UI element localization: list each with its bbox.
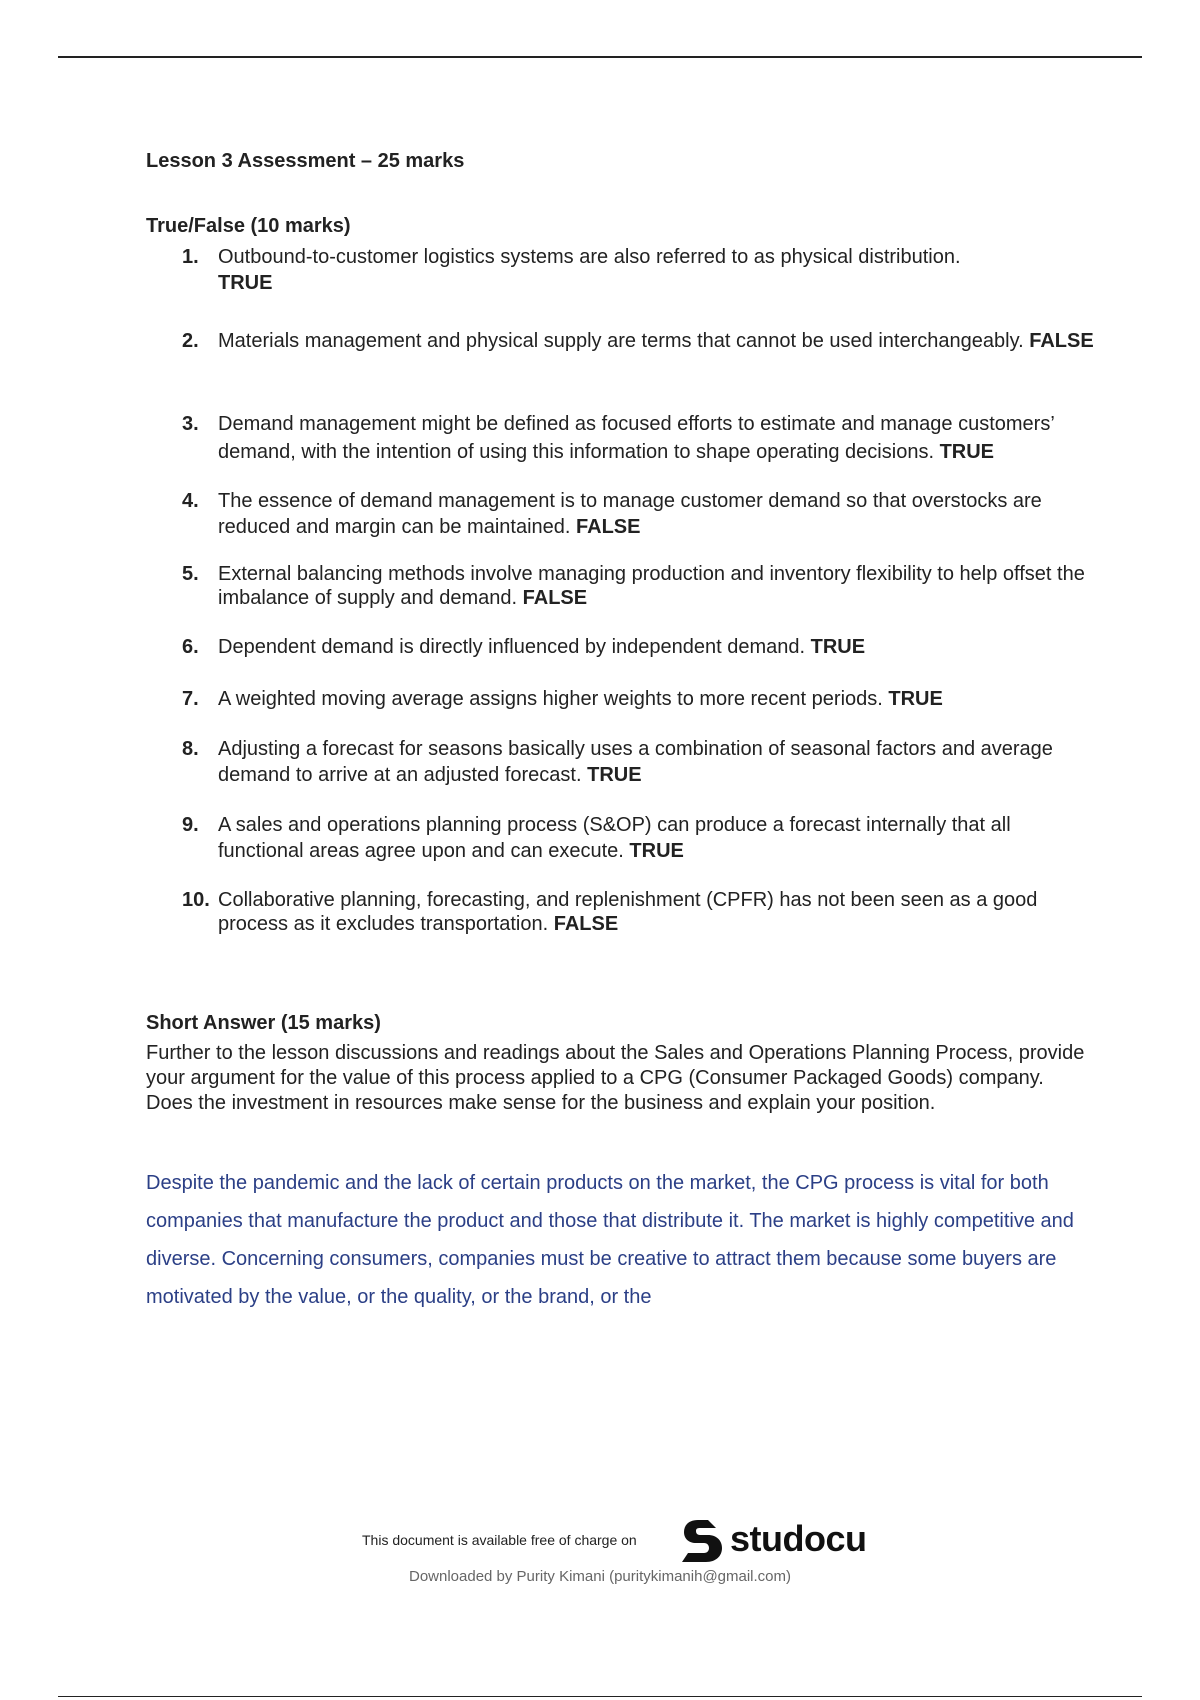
question-number: 5. (182, 563, 199, 585)
true-false-list (146, 244, 1096, 936)
studocu-logo-icon (678, 1516, 726, 1564)
question-number: 8. (182, 738, 199, 760)
short-answer-heading: Short Answer (15 marks) (146, 1012, 381, 1034)
true-false-heading: True/False (10 marks) (146, 215, 351, 237)
question-text: Materials management and physical supply are terms that cannot be used interchangeably. (218, 330, 1024, 352)
question-number: 2. (182, 330, 199, 352)
list-item (146, 488, 1096, 540)
list-item (146, 410, 1096, 466)
question-answer: FALSE (553, 913, 619, 935)
question-text: Adjusting a forecast for seasons basically uses a combination of seasonal factors and average demand to arrive at an adjusted forecast. (218, 738, 1053, 786)
question-number: 9. (182, 814, 199, 836)
question-text: The essence of demand management is to manage customer demand so that overstocks are reduced and margin can be maintained. (218, 490, 1042, 538)
question-text: Outbound-to-customer logistics systems are also referred to as physical distribution. (218, 246, 961, 268)
question-text: Collaborative planning, forecasting, and replenishment (CPFR) has not been seen as a good process as it excludes transportation. (218, 889, 1038, 935)
list-item (146, 686, 1096, 712)
downloaded-by-text: Downloaded by Purity Kimani (puritykimanih@gmail.com) (408, 1568, 792, 1585)
page-title: Lesson 3 Assessment – 25 marks (146, 150, 465, 172)
studocu-wordmark: studocu (730, 1518, 867, 1559)
question-text: Dependent demand is directly influenced by independent demand. (218, 636, 806, 658)
question-answer: TRUE (939, 441, 995, 463)
question-answer: TRUE (810, 636, 866, 658)
list-item (146, 736, 1096, 788)
question-number: 6. (182, 636, 199, 658)
question-number: 3. (182, 413, 199, 435)
question-answer: FALSE (576, 516, 641, 538)
list-item (146, 326, 1096, 356)
list-item (146, 812, 1096, 864)
list-item (146, 244, 1096, 296)
list-item (146, 888, 1096, 936)
short-answer-prompt: Further to the lesson discussions and readings about the Sales and Operations Planning Process, provide your argument for the value of this process applied to a CPG (Consumer Packaged Goods) company. Does the investment in resources make sense for the business and explain your position. (146, 1042, 1085, 1114)
question-answer: FALSE (522, 587, 588, 609)
question-text: External balancing methods involve managing production and inventory flexibility to help offset the imbalance of supply and demand. (218, 563, 1085, 609)
question-number: 1. (182, 246, 199, 268)
document-body (146, 150, 1096, 1316)
question-number: 7. (182, 688, 199, 710)
availability-text: This document is available free of charge on (362, 1532, 637, 1548)
question-answer: FALSE (1029, 330, 1094, 352)
list-item (146, 562, 1096, 610)
list-item (146, 634, 1096, 660)
question-text: A weighted moving average assigns higher weights to more recent periods. (218, 688, 883, 710)
top-rule (58, 56, 1142, 58)
question-answer: TRUE (218, 272, 273, 294)
question-text: A sales and operations planning process (S&OP) can produce a forecast internally that all functional areas agree upon and can execute. (218, 814, 1011, 862)
bottom-rule (58, 1696, 1142, 1697)
question-answer: TRUE (587, 764, 642, 786)
question-text: Demand management might be defined as focused efforts to estimate and manage customers’ demand, with the intention of using this information to shape operating decisions. (218, 413, 1055, 463)
question-number: 10. (182, 889, 210, 911)
short-answer-response: Despite the pandemic and the lack of certain products on the market, the CPG process is vital for both companies that manufacture the product and those that distribute it. The market is highly competitive and diverse. Concerning consumers, companies must be creative to attract them because some buyers are motivated by the value, or the quality, or the brand, or the (146, 1172, 1074, 1308)
question-number: 4. (182, 490, 199, 512)
availability-row (362, 1512, 882, 1568)
studocu-logo[interactable] (678, 1514, 898, 1566)
question-answer: TRUE (629, 840, 684, 862)
question-answer: TRUE (888, 688, 943, 710)
